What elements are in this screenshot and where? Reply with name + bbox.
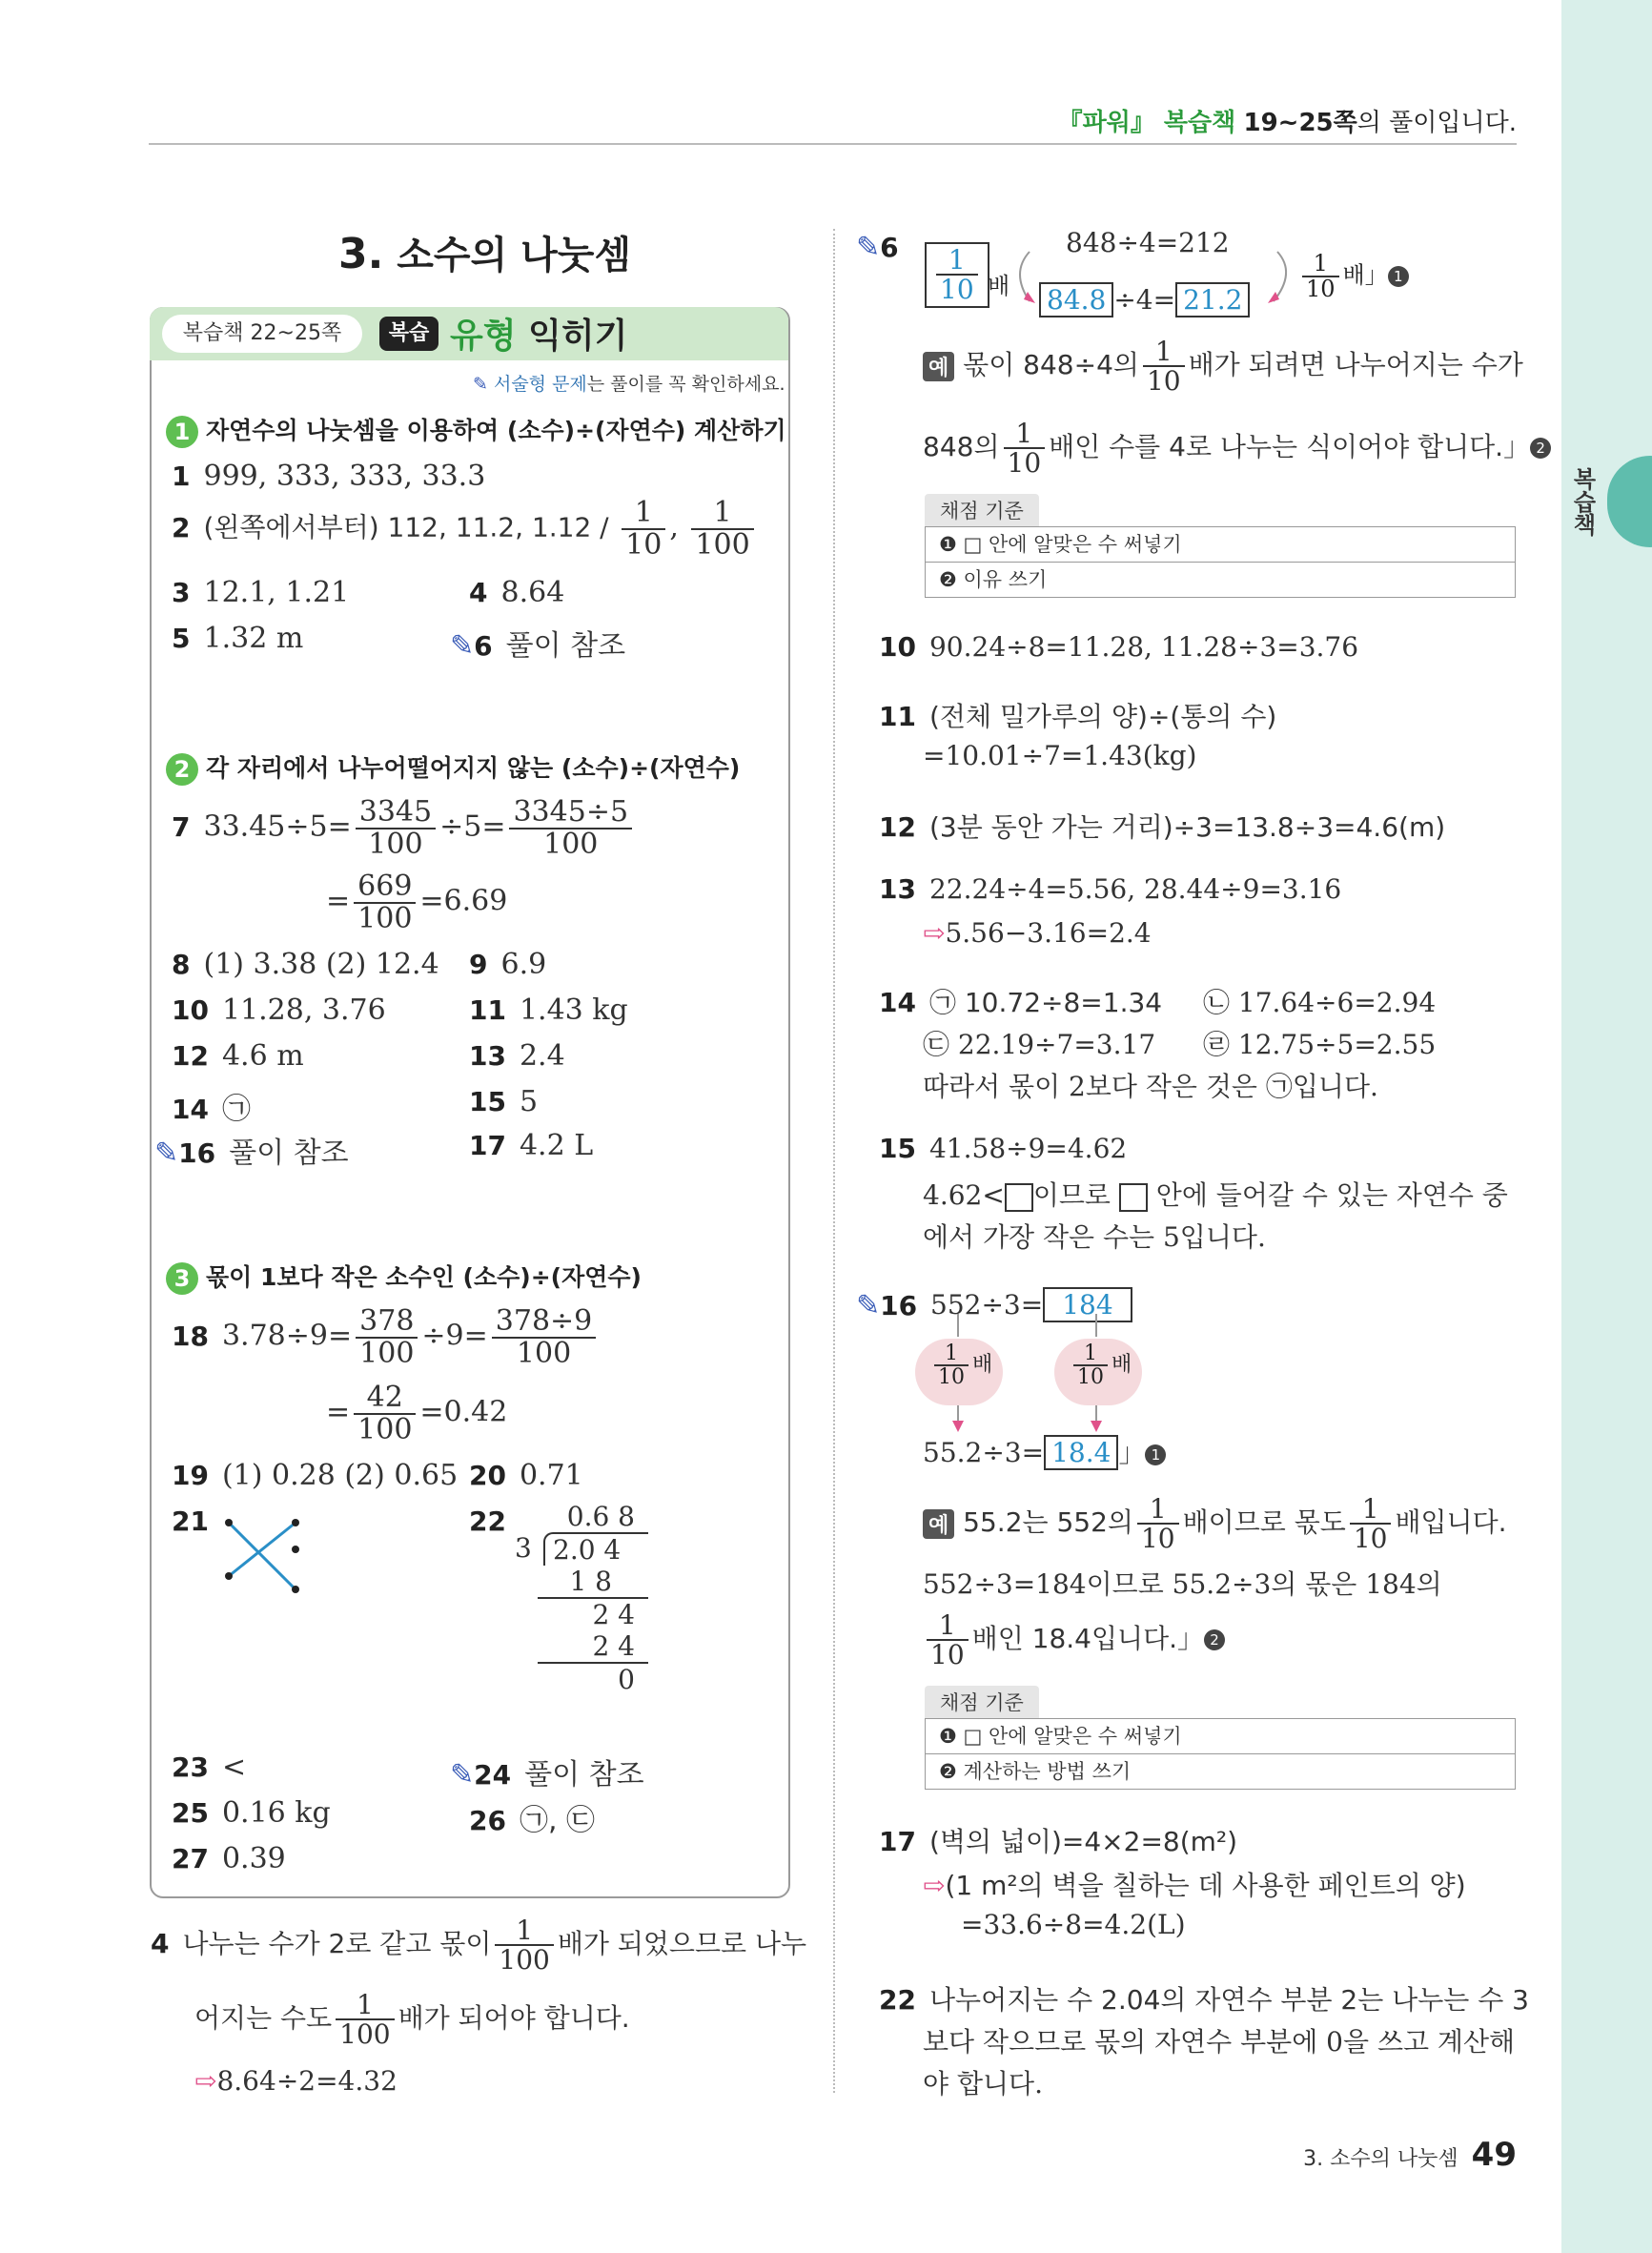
answer-24: ✎24 풀이 참조 (450, 1758, 644, 1792)
header-suffix: 의 풀이입니다. (1356, 109, 1517, 137)
review-title (450, 309, 627, 358)
header-rule (149, 143, 1517, 145)
fraction: $\frac{1}{10}$ (1302, 252, 1339, 301)
q10: 10 90.24÷8=11.28, 11.28÷3=3.76 (879, 631, 1359, 663)
page-header (1058, 103, 1517, 138)
section-title: 각 자리에서 나누어떨어지지 않는 (소수)÷(자연수) (206, 754, 741, 782)
q6-arrows (1010, 244, 1325, 311)
fraction: $\frac{669}{100}$ (354, 871, 416, 933)
chapter-number: 3. (338, 230, 384, 278)
q16-bubble-right-text: $\frac{1}{10}$ 배 (1070, 1342, 1132, 1388)
q22-line1: 22 나누어지는 수 2.04의 자연수 부분 2는 나누는 수 3 (879, 1984, 1529, 2016)
answer-16: ✎16 풀이 참조 (154, 1137, 349, 1170)
pencil-icon: ✎ (154, 1137, 179, 1170)
q14-line1: 14 ㉠ 10.72÷8=1.34 (879, 987, 1163, 1018)
answer-text: (1) 0.28 (2) 0.65 (221, 1459, 459, 1492)
answer-26: 26 ㉠, ㉢ (469, 1804, 596, 1837)
fraction: $\frac{1}{10}$ (927, 1611, 969, 1669)
note-prefix: 서술형 문제 (493, 374, 587, 395)
fraction: $\frac{1}{10}$ (936, 246, 978, 304)
fraction: $\frac{1}{10}$ (622, 498, 665, 560)
fraction: $\frac{1}{100}$ (336, 1991, 394, 2049)
note-rest: 는 풀이를 꼭 확인하세요. (586, 374, 785, 395)
q6-right-fraction: $\frac{1}{10}$ 배」 1 (1298, 252, 1409, 301)
chapter-title (338, 225, 631, 279)
answer-7-cont: = $\frac{669}{100}$ =6.69 (326, 870, 508, 935)
pencil-icon: ✎ (450, 1758, 475, 1792)
q16-example-line2: 552÷3=184이므로 55.2÷3의 몫은 184의 (923, 1568, 1442, 1600)
answer-6: ✎6 풀이 참조 (450, 629, 626, 663)
answer-11: 11 1.43 kg (469, 993, 628, 1027)
q16-arrows (944, 1314, 1134, 1438)
fraction: $\frac{1}{100}$ (495, 1916, 553, 1975)
answer-20: 20 0.71 (469, 1459, 583, 1492)
answer-25: 25 0.16 kg (172, 1796, 331, 1830)
section-heading-2 (166, 749, 740, 786)
arrow-right-icon: ⇨ (923, 1870, 946, 1901)
review-title-green: 유형 (450, 317, 517, 356)
answer-text: 풀이 참조 (229, 1137, 349, 1170)
fraction: $\frac{1}{10}$ (1137, 1495, 1179, 1553)
q13-line2: ⇨5.56−3.16=2.4 (923, 917, 1152, 949)
fraction: $\frac{42}{100}$ (354, 1383, 416, 1444)
explain-4-line2: 어지는 수도 $\frac{1}{100}$ 배가 되어야 합니다. (194, 1989, 630, 2051)
answer-text: 6.9 (500, 948, 547, 981)
long-division: 0.6 8 3 2.0 4 1 8 2 4 2 4 0 (515, 1501, 648, 1695)
answer-7: 7 33.45÷5= $\frac{3345}{100}$ ÷5= $\frac{3345\div 5}{100}$ (172, 797, 636, 859)
q6-example-line1: 예 몫이 848÷4의 $\frac{1}{10}$ 배가 되려면 나누어지는 수가 (923, 338, 1523, 396)
answer-box: 184 (1043, 1287, 1132, 1322)
answer-text: 11.28, 3.76 (221, 993, 386, 1027)
answer-22: 22 (469, 1505, 506, 1537)
q14-line3: 따라서 몫이 2보다 작은 것은 ㉠입니다. (923, 1071, 1378, 1102)
answer-5: 5 1.32 m (172, 622, 304, 655)
q15-line2: 4.62< 이므로 안에 들어갈 수 있는 자연수 중 (923, 1179, 1508, 1211)
section-number-badge: 2 (166, 753, 198, 786)
answer-13: 13 2.4 (469, 1039, 565, 1073)
answer-text: 0.71 (519, 1459, 583, 1492)
q6-left-fraction-box (925, 242, 989, 308)
answer-9: 9 6.9 (469, 948, 547, 981)
answer-12: 12 4.6 m (172, 1039, 304, 1073)
answer-text: 2.4 (519, 1039, 565, 1073)
answer-text: 풀이 참조 (505, 629, 626, 663)
answer-text: (1) 3.38 (2) 12.4 (203, 948, 439, 981)
section-title: 자연수의 나눗셈을 이용하여 (소수)÷(자연수) 계산하기 (206, 417, 786, 444)
fraction: $\frac{1}{10}$ (1350, 1495, 1392, 1553)
explain-4-line3: ⇨8.64÷2=4.32 (194, 2065, 398, 2097)
review-pages-pill: 복습책 22~25쪽 (162, 315, 362, 353)
section-number-badge: 3 (166, 1262, 198, 1295)
arrow-right-icon: ⇨ (923, 917, 946, 949)
answer-10: 10 11.28, 3.76 (172, 993, 386, 1027)
review-title-rest: 익히기 (528, 317, 628, 356)
answer-text: 5 (519, 1085, 539, 1118)
pencil-icon: ✎ (856, 231, 881, 264)
answer-18: 18 3.78÷9= $\frac{378}{100}$ ÷9= $\frac{378\div 9}{100}$ (172, 1306, 600, 1368)
answer-1: 1 999, 333, 333, 33.3 (172, 460, 486, 493)
side-band (1561, 0, 1652, 2253)
section-heading-1 (166, 412, 786, 448)
fraction: $\frac{1}{10}$ (1073, 1342, 1108, 1388)
q15-line3: 에서 가장 작은 수는 5입니다. (923, 1221, 1266, 1253)
answer-text: ㉠ (221, 1093, 251, 1126)
answer-text: 12.1, 1.21 (203, 576, 350, 609)
footer-chapter: 3. 소수의 나눗셈 (1303, 2147, 1458, 2171)
matching-lines-diagram (219, 1511, 305, 1597)
answer-text: 4.6 m (221, 1039, 304, 1073)
q6-top-equation: 848÷4=212 (1066, 227, 1230, 258)
answer-19: 19 (1) 0.28 (2) 0.65 (172, 1459, 459, 1492)
section-heading-3 (166, 1259, 642, 1295)
q16-example-line3: $\frac{1}{10}$ 배인 18.4입니다.」 2 (923, 1611, 1225, 1669)
fraction: $\frac{378\div 9}{100}$ (492, 1306, 596, 1368)
arrow-right-icon: ⇨ (194, 2065, 217, 2097)
q16-example-line1: 예 55.2는 552의 $\frac{1}{10}$ 배이므로 몫도 $\frac{1}{10}$ 배입니다. (923, 1495, 1507, 1553)
q6-number: ✎6 (856, 231, 899, 264)
q16-grading-criteria: 채점 기준 ❶ □ 안에 알맞은 수 써넣기 ❷ 계산하는 방법 쓰기 (925, 1686, 1516, 1790)
page-number: 49 (1471, 2136, 1517, 2174)
answer-21: 21 (172, 1505, 209, 1537)
fraction: $\frac{1}{10}$ (1143, 338, 1185, 396)
fraction: $\frac{3345}{100}$ (356, 797, 436, 859)
side-tab-label: 복습책 (1569, 467, 1596, 536)
q15-line1: 15 41.58÷9=4.62 (879, 1133, 1128, 1164)
q17-line2: ⇨(1 m²의 벽을 칠하는 데 사용한 페인트의 양) (923, 1870, 1466, 1901)
q22-line3: 야 합니다. (923, 2068, 1043, 2099)
q16-equation1: 552÷3= 184 (930, 1287, 1132, 1322)
answer-text: 4.2 L (519, 1129, 594, 1162)
fraction: $\frac{1}{10}$ (1004, 420, 1046, 478)
q11-line2: =10.01÷7=1.43(kg) (923, 740, 1197, 771)
answer-text: ㉠, ㉢ (519, 1804, 596, 1837)
answer-27: 27 0.39 (172, 1842, 286, 1875)
answer-text: 0.16 kg (221, 1796, 331, 1830)
answer-text: 999, 333, 333, 33.3 (203, 460, 486, 493)
q6-bottom-equation: 84.8 ÷4= 21.2 (1039, 282, 1250, 317)
review-note (473, 370, 785, 396)
q16-equation2: 55.2÷3= 18.4 」 1 (923, 1432, 1166, 1470)
header-pages: 19~25쪽 (1243, 109, 1357, 137)
empty-box (1005, 1183, 1033, 1212)
fraction: $\frac{1}{10}$ (934, 1342, 969, 1388)
answer-18-cont: = $\frac{42}{100}$ =0.42 (326, 1381, 508, 1446)
pencil-icon: ✎ (856, 1289, 881, 1322)
q14-c: ㉢ 22.19÷7=3.17 (923, 1029, 1156, 1060)
pencil-icon: ✎ (450, 629, 475, 663)
section-number-badge: 1 (166, 416, 198, 448)
q22-line2: 보다 작으므로 몫의 자연수 부분에 0을 쓰고 계산해 (923, 2026, 1516, 2058)
q16-bubble-left-text: $\frac{1}{10}$ 배 (930, 1342, 992, 1388)
q11-line1: 11 (전체 밀가루의 양)÷(통의 수) (879, 701, 1277, 732)
answer-text: < (221, 1751, 247, 1784)
answer-text: 1.32 m (203, 622, 304, 655)
answer-box: 18.4 (1044, 1435, 1118, 1470)
page-footer (1303, 2136, 1517, 2174)
answer-text: 0.39 (221, 1842, 286, 1875)
header-book: 『파워』 복습책 (1057, 109, 1236, 137)
chapter-name: 소수의 나눗셈 (397, 234, 632, 277)
answer-8: 8 (1) 3.38 (2) 12.4 (172, 948, 439, 981)
q17-line3: =33.6÷8=4.2(L) (961, 1909, 1186, 1940)
fraction: $\frac{3345\div 5}{100}$ (509, 797, 632, 859)
q6-grading-criteria: 채점 기준 ❶ □ 안에 알맞은 수 써넣기 ❷ 이유 쓰기 (925, 494, 1516, 598)
answer-17: 17 4.2 L (469, 1129, 594, 1162)
q14-d: ㉣ 12.75÷5=2.55 (1203, 1029, 1437, 1060)
answer-4: 4 8.64 (469, 576, 565, 609)
answer-box: 21.2 (1175, 282, 1250, 317)
answer-text: 1.43 kg (519, 993, 628, 1027)
answer-2: 2 (왼쪽에서부터) 112, 11.2, 1.12 / $\frac{1}{10}$ , $\frac{1}{100}$ (172, 498, 758, 560)
answer-box: 84.8 (1039, 282, 1113, 317)
q6-bae-left: 배 (988, 273, 1010, 299)
fraction: $\frac{378}{100}$ (356, 1306, 418, 1368)
answer-23: 23 < (172, 1751, 247, 1784)
answer-text: (왼쪽에서부터) 112, 11.2, 1.12 / (203, 511, 609, 543)
column-divider (833, 229, 835, 2093)
empty-box (1119, 1183, 1148, 1212)
review-tag: 복습 (379, 317, 438, 351)
answer-15: 15 5 (469, 1085, 539, 1118)
answer-14: 14 ㉠ (172, 1093, 251, 1126)
q13-line1: 13 22.24÷4=5.56, 28.44÷9=3.16 (879, 873, 1342, 905)
q17-line1: 17 (벽의 넓이)=4×2=8(m²) (879, 1826, 1238, 1857)
q6-example-line2: 848의 $\frac{1}{10}$ 배인 수를 4로 나누는 식이어야 합니다.」 2 (923, 420, 1551, 478)
answer-3: 3 12.1, 1.21 (172, 576, 350, 609)
q12: 12 (3분 동안 가는 거리)÷3=13.8÷3=4.6(m) (879, 811, 1446, 843)
q16-number: ✎16 (856, 1289, 918, 1322)
explain-4-line1: 4 나누는 수가 2로 같고 몫이 $\frac{1}{100}$ 배가 되었으므로 나누 (151, 1915, 807, 1976)
fraction: $\frac{1}{100}$ (691, 498, 753, 560)
section-title: 몫이 1보다 작은 소수인 (소수)÷(자연수) (206, 1263, 642, 1291)
q14-b: ㉡ 17.64÷6=2.94 (1203, 987, 1437, 1018)
answer-text: 풀이 참조 (524, 1758, 644, 1792)
answer-text: 8.64 (500, 576, 565, 609)
pencil-icon: ✎ (473, 374, 488, 395)
